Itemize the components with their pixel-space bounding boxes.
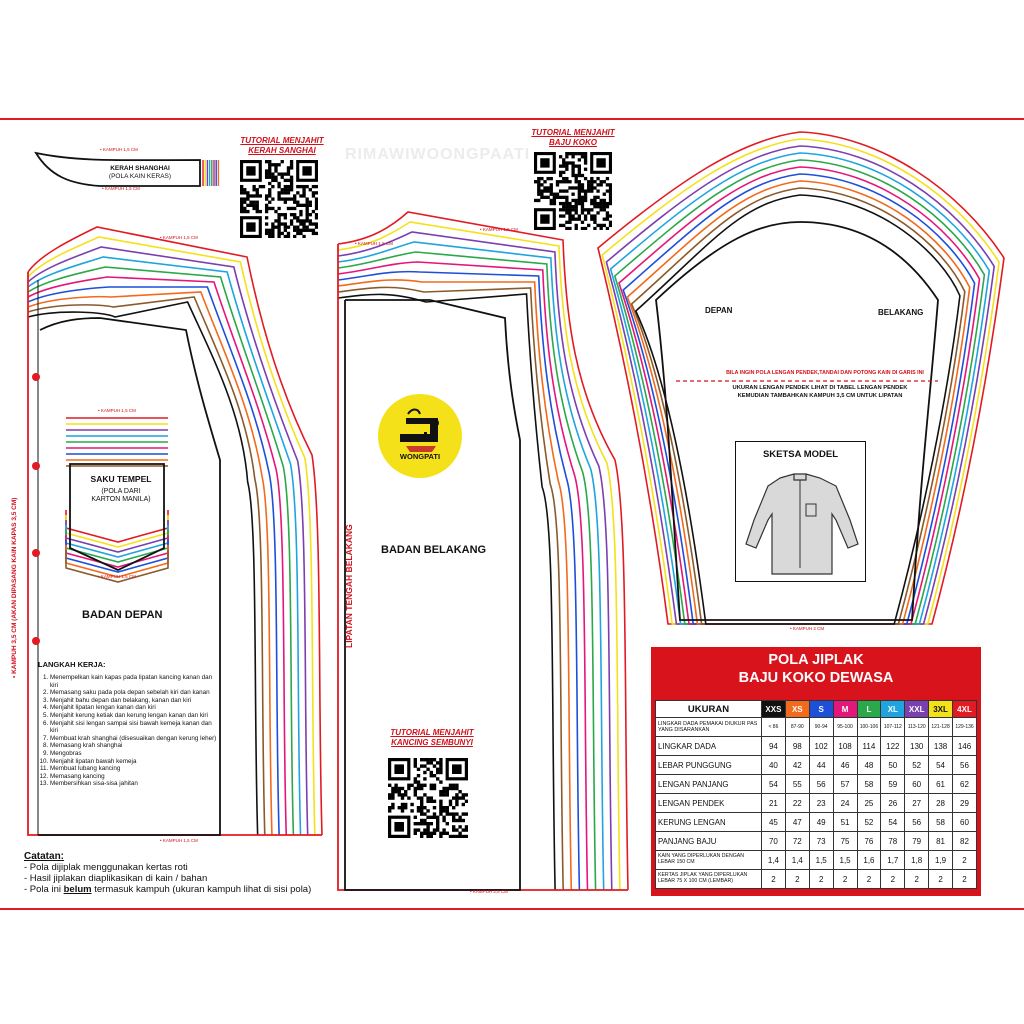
size-row xyxy=(656,718,977,737)
size-cell: 2 xyxy=(785,870,809,889)
size-cell: 138 xyxy=(929,737,953,756)
size-cell: 2 xyxy=(809,870,833,889)
size-cell: 26 xyxy=(881,794,905,813)
collar-label xyxy=(78,165,202,180)
work-steps xyxy=(38,660,220,788)
size-header-ukuran: UKURAN xyxy=(656,701,762,718)
kampuh-label: • KAMPUH 1,5 CM xyxy=(100,147,138,152)
size-header-xxs: XXS xyxy=(762,701,786,718)
size-cell: 58 xyxy=(857,775,881,794)
notes-line: - Pola ini belum termasuk kampuh (ukuran kampuh lihat di sisi pola) xyxy=(24,884,312,895)
size-cell: 29 xyxy=(953,794,977,813)
size-cell: 70 xyxy=(762,832,786,851)
size-header-xs: XS xyxy=(785,701,809,718)
size-cell: 2 xyxy=(762,870,786,889)
kampuh-label: • KAMPUH 2,5 CM xyxy=(470,889,508,894)
qr-code-kancing[interactable] xyxy=(388,758,468,838)
qr-pattern xyxy=(240,160,318,238)
size-cell: 1,5 xyxy=(833,851,857,870)
pocket-label xyxy=(73,474,169,504)
qr-code-koko[interactable] xyxy=(534,152,612,230)
size-cell: 52 xyxy=(857,813,881,832)
size-cell: 44 xyxy=(809,756,833,775)
size-cell: 129-136 xyxy=(953,718,977,737)
work-step: 11. Membuat lubang kancing xyxy=(50,765,220,773)
size-cell: 40 xyxy=(762,756,786,775)
size-cell: 22 xyxy=(785,794,809,813)
size-cell: 54 xyxy=(762,775,786,794)
size-chart-panel xyxy=(651,647,981,896)
short-sleeve-hem-note: KEMUDIAN TAMBAHKAN KAMPUH 3,5 CM UNTUK LIPATAN xyxy=(737,393,903,399)
size-cell: 73 xyxy=(809,832,833,851)
size-cell: 1,5 xyxy=(809,851,833,870)
work-step: 10. Menjahit lipatan bawah kemeja xyxy=(50,758,220,766)
size-cell: 45 xyxy=(762,813,786,832)
fold-mark xyxy=(32,462,40,470)
size-cell: 55 xyxy=(785,775,809,794)
tutorial-kerah-title: TUTORIAL MENJAHIT KERAH SANGHAI xyxy=(240,136,324,155)
size-row xyxy=(656,737,977,756)
size-row-label: KAIN YANG DIPERLUKAN DENGAN LEBAR 150 CM xyxy=(656,851,762,870)
notes-title: Catatan: xyxy=(24,851,65,862)
watermark: RIMAWIWOONGPAATI xyxy=(345,146,531,163)
size-cell: 146 xyxy=(953,737,977,756)
notes-line: - Pola dijiplak menggunakan kertas roti xyxy=(24,862,188,873)
tutorial-kancing-title: TUTORIAL MENJAHIT KANCING SEMBUNYI xyxy=(390,728,474,747)
back-outline xyxy=(338,244,628,890)
size-row xyxy=(656,756,977,775)
size-row-label: LINGKAR DADA xyxy=(656,737,762,756)
size-cell: 2 xyxy=(905,870,929,889)
work-step: 6. Menjahit sisi lengan sampai sisi bawah kemeja kanan dan kiri xyxy=(50,720,220,735)
size-cell: 23 xyxy=(809,794,833,813)
size-cell: 59 xyxy=(881,775,905,794)
work-step: 7. Membuat krah shanghai (disesuaikan dengan kerung leher) xyxy=(50,735,220,743)
size-cell: 2 xyxy=(881,870,905,889)
kampuh-label: • KAMPUH 1,5 CM xyxy=(355,241,393,246)
short-sleeve-size-note: UKURAN LENGAN PENDEK LIHAT DI TABEL LENGAN PENDEK xyxy=(732,385,908,391)
size-row xyxy=(656,851,977,870)
size-cell: 28 xyxy=(929,794,953,813)
sewing-machine-icon xyxy=(378,394,462,478)
logo-text: WONGPATI xyxy=(399,452,441,461)
kampuh-label: • KAMPUH 1,5 CM xyxy=(98,408,136,413)
kampuh-label: • KAMPUH 1,5 CM xyxy=(480,227,518,232)
size-header-row xyxy=(656,701,977,718)
size-cell: 122 xyxy=(881,737,905,756)
size-header-xxl: XXL xyxy=(905,701,929,718)
size-cell: 47 xyxy=(785,813,809,832)
front-seam-allowance-label: • KAMPUH 3,5 CM (AKAN DIPASANG KAIN KAPAS 3,5 CM) xyxy=(11,497,18,678)
size-cell: 98 xyxy=(785,737,809,756)
size-cell: 24 xyxy=(833,794,857,813)
size-cell: 121-128 xyxy=(929,718,953,737)
notes-line: - Hasil jiplakan diaplikasikan di kain / bahan xyxy=(24,873,208,884)
size-row-label: LINGKAR DADA PEMAKAI DIUKUR PAS YANG DISARANKAN xyxy=(656,718,762,737)
wongpati-logo xyxy=(378,394,462,478)
pocket-subtitle: (POLA DARI KARTON MANILA) xyxy=(91,488,151,503)
size-cell: 54 xyxy=(929,756,953,775)
size-cell: 76 xyxy=(857,832,881,851)
size-cell: 27 xyxy=(905,794,929,813)
work-step: 1. Menempelkan kain kapas pada lipatan kancing kanan dan kiri xyxy=(50,674,220,689)
size-cell: 90-94 xyxy=(809,718,833,737)
size-header-l: L xyxy=(857,701,881,718)
size-header-3xl: 3XL xyxy=(929,701,953,718)
size-cell: 56 xyxy=(905,813,929,832)
size-cell: 54 xyxy=(881,813,905,832)
sketch-title: SKETSA MODEL xyxy=(762,449,839,460)
work-step: 2. Memasang saku pada pola depan sebelah kiri dan kanan xyxy=(50,689,220,697)
work-steps-title: LANGKAH KERJA: xyxy=(38,660,106,669)
size-cell: 2 xyxy=(953,851,977,870)
size-cell: 50 xyxy=(881,756,905,775)
size-row-label: PANJANG BAJU xyxy=(656,832,762,851)
sleeve-front-label: DEPAN xyxy=(705,306,733,315)
size-cell: 61 xyxy=(929,775,953,794)
model-sketch-box xyxy=(735,441,866,582)
size-cell: 2 xyxy=(857,870,881,889)
size-cell: 78 xyxy=(881,832,905,851)
back-outline xyxy=(338,242,604,890)
size-row-label: LENGAN PENDEK xyxy=(656,794,762,813)
size-row xyxy=(656,870,977,889)
size-cell: 51 xyxy=(833,813,857,832)
size-cell: 49 xyxy=(809,813,833,832)
fold-mark xyxy=(32,637,40,645)
back-body-label: BADAN BELAKANG xyxy=(381,544,487,556)
size-cell: 1,8 xyxy=(905,851,929,870)
size-row xyxy=(656,775,977,794)
work-step: 3. Menjahit bahu depan dan belakang, kanan dan kiri xyxy=(50,697,220,705)
size-cell: 114 xyxy=(857,737,881,756)
size-header-m: M xyxy=(833,701,857,718)
notes xyxy=(24,851,354,895)
work-step: 8. Memasang krah shanghai xyxy=(50,742,220,750)
size-cell: 1,7 xyxy=(881,851,905,870)
size-cell: 25 xyxy=(857,794,881,813)
size-row-label: KERTAS JIPLAK YANG DIPERLUKAN LEBAR 75 X 100 CM (LEMBAR) xyxy=(656,870,762,889)
size-cell: 56 xyxy=(953,756,977,775)
size-cell: 108 xyxy=(833,737,857,756)
size-cell: 94 xyxy=(762,737,786,756)
work-step: 5. Menjahit kerung ketiak dan kerung lengan kanan dan kiri xyxy=(50,712,220,720)
size-cell: 46 xyxy=(833,756,857,775)
size-cell: 2 xyxy=(929,870,953,889)
size-cell: 1,9 xyxy=(929,851,953,870)
size-cell: 87-90 xyxy=(785,718,809,737)
size-cell: 102 xyxy=(809,737,833,756)
collar-title: KERAH SHANGHAI xyxy=(110,165,170,172)
work-step: 9. Mengobras xyxy=(50,750,220,758)
kampuh-label: • KAMPUH 1,5 CM xyxy=(160,235,198,240)
size-cell: 75 xyxy=(833,832,857,851)
kampuh-label: • KAMPUH 1,5 CM xyxy=(160,838,198,843)
size-cell: 1,4 xyxy=(762,851,786,870)
size-cell: 48 xyxy=(857,756,881,775)
size-chart-title-1: POLA JIPLAK xyxy=(768,652,864,668)
size-cell: 107-112 xyxy=(881,718,905,737)
size-cell: 60 xyxy=(905,775,929,794)
collar-subtitle: (POLA KAIN KERAS) xyxy=(108,172,172,180)
size-cell: 1,4 xyxy=(785,851,809,870)
size-cell: 100-106 xyxy=(857,718,881,737)
size-row xyxy=(656,794,977,813)
size-row-label: LEBAR PUNGGUNG xyxy=(656,756,762,775)
short-sleeve-cut-note: BILA INGIN POLA LENGAN PENDEK,TANDAI DAN POTONG KAIN DI GARIS INI xyxy=(726,370,924,376)
size-cell: 21 xyxy=(762,794,786,813)
size-row xyxy=(656,813,977,832)
front-body-label: BADAN DEPAN xyxy=(82,609,163,621)
size-cell: < 86 xyxy=(762,718,786,737)
size-cell: 95-100 xyxy=(833,718,857,737)
size-cell: 42 xyxy=(785,756,809,775)
fold-mark xyxy=(32,373,40,381)
center-back-fold-label: LIPATAN TENGAH BELAKANG xyxy=(344,524,354,648)
size-chart-title-2: BAJU KOKO DEWASA xyxy=(738,670,894,686)
work-steps-list xyxy=(38,674,220,788)
size-cell: 72 xyxy=(785,832,809,851)
qr-code-kerah[interactable] xyxy=(240,160,318,238)
size-row xyxy=(656,832,977,851)
sleeve-back-label: BELAKANG xyxy=(878,308,924,317)
size-cell: 2 xyxy=(953,870,977,889)
work-step: 12. Memasang kancing xyxy=(50,773,220,781)
size-cell: 1,6 xyxy=(857,851,881,870)
kampuh-label: • KAMPUH 1,5 CM xyxy=(102,186,140,191)
qr-pattern xyxy=(534,152,612,230)
size-row-label: LENGAN PANJANG xyxy=(656,775,762,794)
size-header-xl: XL xyxy=(881,701,905,718)
size-cell: 82 xyxy=(953,832,977,851)
size-cell: 60 xyxy=(953,813,977,832)
work-step: 13. Membersihkan sisa-sisa jahitan xyxy=(50,780,220,788)
size-cell: 79 xyxy=(905,832,929,851)
size-cell: 62 xyxy=(953,775,977,794)
size-row-label: KERUNG LENGAN xyxy=(656,813,762,832)
qr-pattern xyxy=(388,758,468,838)
tutorial-koko-title: TUTORIAL MENJAHIT BAJU KOKO xyxy=(531,128,615,147)
work-step: 4. Menjahit lipatan lengan kanan dan kiri xyxy=(50,704,220,712)
fold-mark xyxy=(32,549,40,557)
size-cell: 2 xyxy=(833,870,857,889)
fold-marks xyxy=(32,373,40,645)
size-table xyxy=(655,700,977,889)
size-cell: 130 xyxy=(905,737,929,756)
size-cell: 57 xyxy=(833,775,857,794)
size-header-4xl: 4XL xyxy=(953,701,977,718)
kampuh-label: • KAMPUH 1,5 CM xyxy=(98,574,136,579)
size-cell: 113-120 xyxy=(905,718,929,737)
size-cell: 56 xyxy=(809,775,833,794)
shirt-sketch-icon xyxy=(736,468,864,578)
kampuh-label: • KAMPUH 2 CM xyxy=(790,626,825,631)
size-cell: 58 xyxy=(929,813,953,832)
size-cell: 52 xyxy=(905,756,929,775)
size-cell: 81 xyxy=(929,832,953,851)
size-header-s: S xyxy=(809,701,833,718)
pocket-title: SAKU TEMPEL xyxy=(90,474,152,484)
